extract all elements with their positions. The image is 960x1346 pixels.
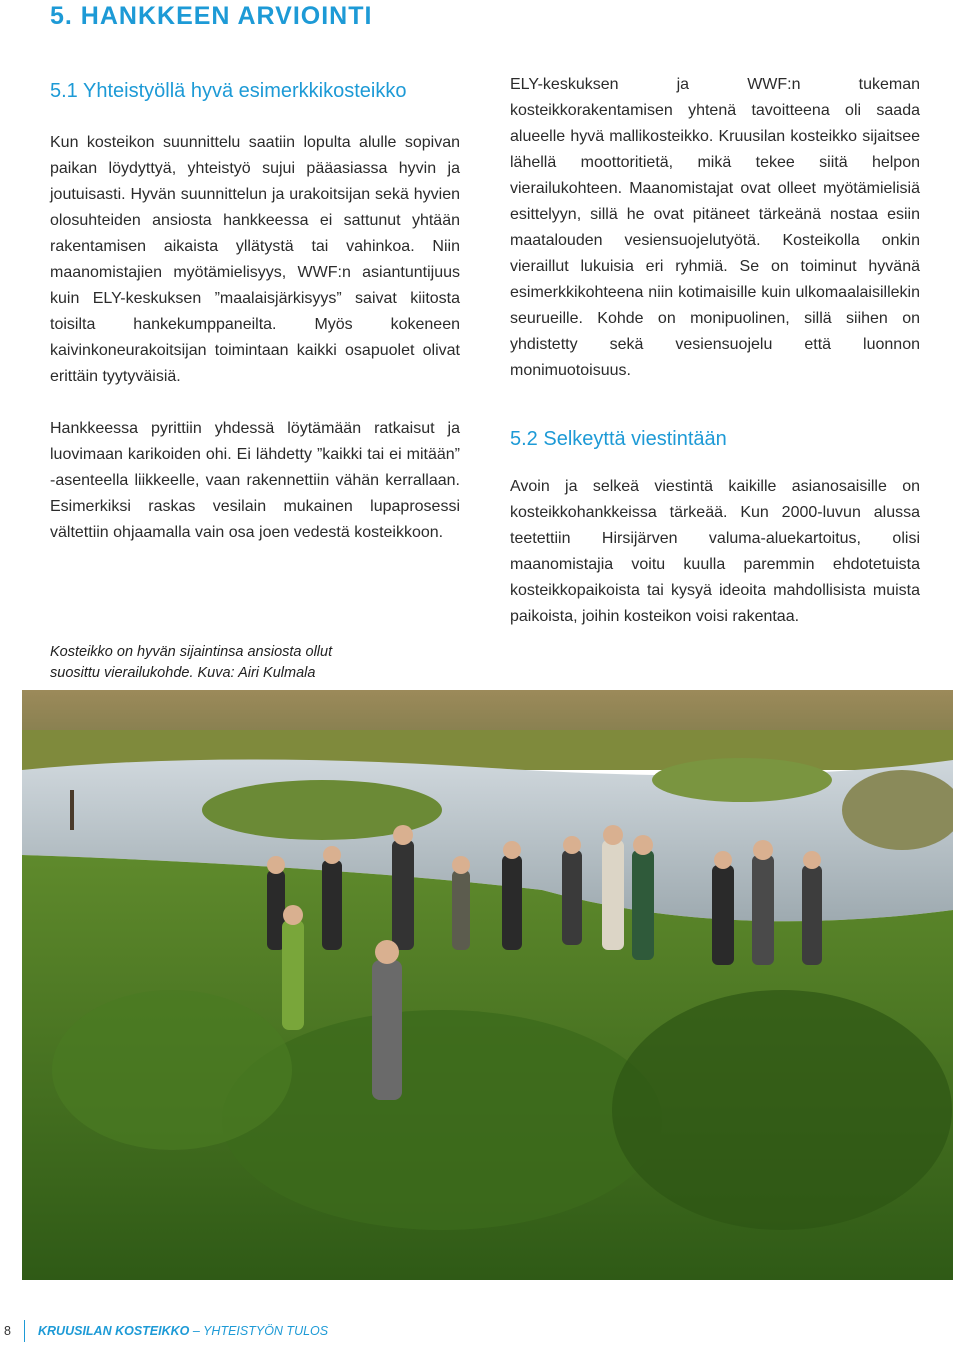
chapter-title: 5. HANKKEEN ARVIOINTI <box>50 2 373 30</box>
section-title-5-1: 5.1 Yhteistyöllä hyvä esimerkkikosteikko <box>50 80 407 102</box>
page-footer <box>0 1320 960 1340</box>
left-column <box>50 78 460 572</box>
footer-publication <box>38 1324 328 1338</box>
paragraph: ELY-keskuksen ja WWF:n tukeman kosteikkorakentamisen yhtenä tavoitteena oli saada alueelle hyvä mallikosteikko. Kruusilan kosteikko sijaitsee lähellä moottoritietä, mikä tekee siitä helpon vierailukohteen. Maanomistajat ovat olleet myötämielisiä esittelyyn, sillä he ovat pitäneet tärkeänä nostaa esiin maatalouden vesiensuojelutyötä. Kosteikolla onkin vieraillut lukuisia eri ryhmiä. Se on toiminut hyvänä esimerkkikohteena niin kotimaisille kuin ulkomaalaisillekin seurueille. Kohde on monipuolinen, sillä siihen on yhdistetty sekä vesiensuojelu että luonnon monimuotoisuus. <box>510 76 920 379</box>
footer-divider <box>24 1320 25 1342</box>
paragraph: Hankkeessa pyrittiin yhdessä löytämään ratkaisut ja luovimaan karikoiden ohi. Ei lähdetty ”kaikki tai ei mitään” -asenteella liikkeelle, vaan rakennettiin vähän kerrallaan. Esimerkiksi raskas vesilain mukainen lupaprosessi vältettiin ohjaamalla vain osa joen vedestä kosteikkoon. <box>50 420 460 541</box>
wetland-photo <box>22 690 953 1280</box>
right-column <box>510 72 920 656</box>
paragraph: Kun kosteikon suunnittelu saatiin lopulta alulle sopivan paikan löydyttyä, yhteistyö sujui pääasiassa hyvin ja joutuisasti. Hyvän suunnittelun ja urakoitsijan sekä hyvien olosuhteiden ansiosta hankkeessa ei sattunut yhtään rakentamisen aikaista yllätystä tai vahinkoa. Niin maanomistajien myötämielisyys, WWF:n asiantuntijuus kuin ELY-keskuksen ”maalaisjärkisyys” saivat kiitosta toisilta hankekumppaneilta. Myös kokeneen kaivinkoneurakoitsijan toimintaan kaikki osapuolet olivat erittäin tyytyväisiä. <box>50 134 460 385</box>
section-title-5-2: 5.2 Selkeyttä viestintään <box>510 428 727 450</box>
page-number: 8 <box>4 1324 11 1338</box>
footer-subtitle: – YHTEISTYÖN TULOS <box>192 1324 329 1338</box>
paragraph: Avoin ja selkeä viestintä kaikille asianosaisille on kosteikkohankkeissa tärkeää. Kun 2000-luvun alussa teetettiin Hirsijärven valuma-aluekartoitus, olisi maanomistajia voitu kuulla paremmin ehdotetuista kosteikkopaikoista tai kysyä ideoita mahdollisista muista paikoista, joihin kosteikon voisi rakentaa. <box>510 478 920 625</box>
wetland-photo-illustration <box>22 690 953 1280</box>
footer-publication-title: KRUUSILAN KOSTEIKKO <box>38 1324 190 1338</box>
photo-caption: Kosteikko on hyvän sijaintinsa ansiosta ollut suosittu vierailukohde. Kuva: Airi Kulmala <box>50 644 333 681</box>
